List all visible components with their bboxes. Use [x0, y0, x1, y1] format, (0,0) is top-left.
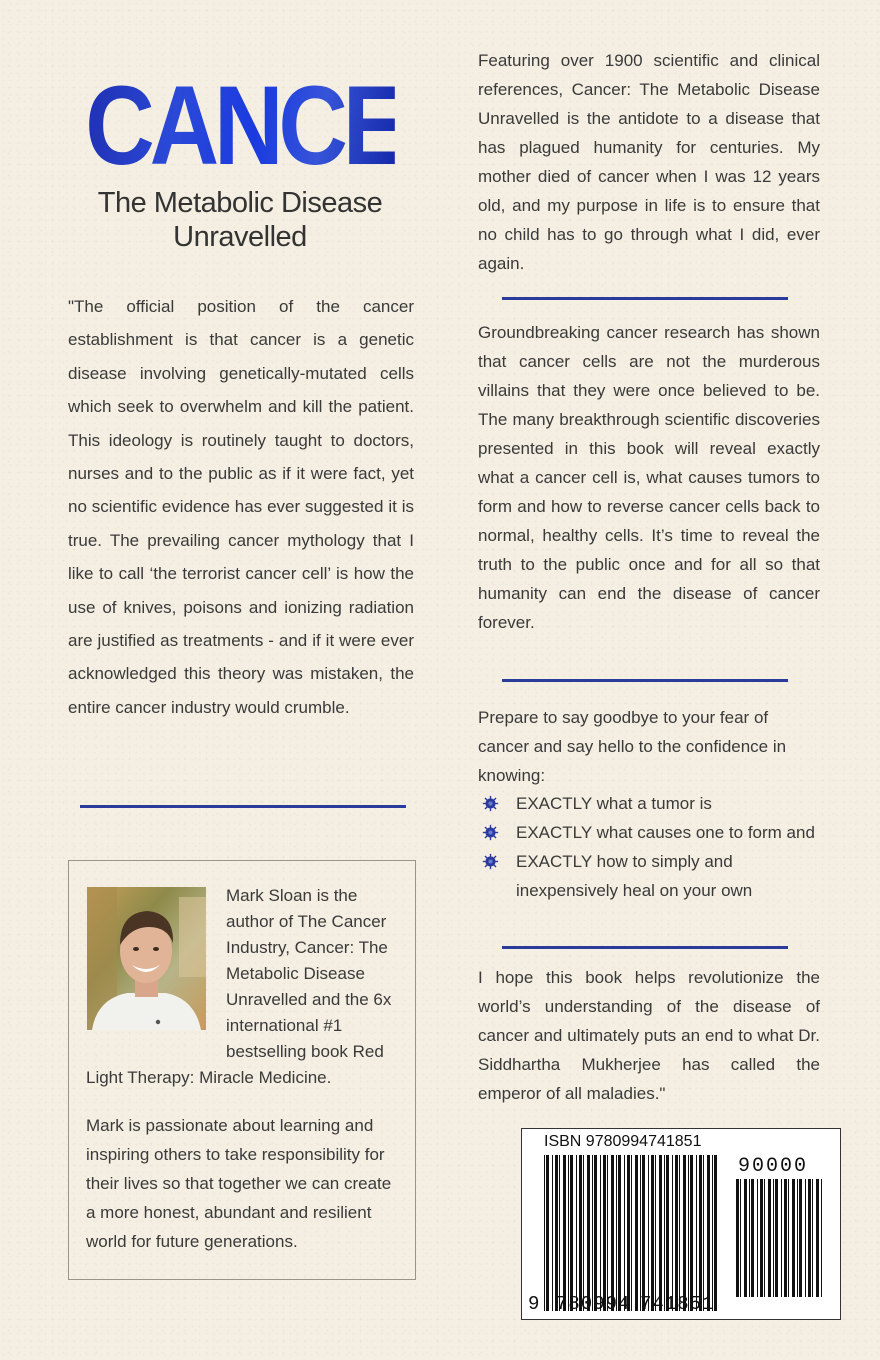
cell-bullet-icon	[482, 853, 499, 870]
isbn-label: ISBN 9780994741851	[544, 1133, 702, 1150]
isbn-barcode	[521, 1128, 841, 1320]
author-bio-text-1: Mark Sloan is the author of The Cancer Industry, Cancer: The Metabolic Disease Unravelled and the 6x international #1 bestselling book Red Light Therapy: Miracle Medicine.	[86, 886, 392, 1087]
right-paragraph-3: Prepare to say goodbye to your fear of cancer and say hello to the confidence in knowing:	[478, 708, 787, 785]
book-title: CANCER	[85, 63, 467, 188]
cell-bullet-icon	[482, 795, 499, 812]
right-paragraph-4: I hope this book helps revolutionize the world’s understanding of the disease of cancer and ultimately puts an end to what Dr. Siddhartha Mukherjee has called the emperor of all maladies."	[478, 968, 820, 1103]
barcode-digits-left: 780994	[556, 1293, 631, 1315]
author-bio-paragraph-1	[86, 883, 404, 1091]
author-box	[68, 860, 416, 1280]
list-item-text: EXACTLY what a tumor is	[516, 794, 712, 813]
divider-right-3	[502, 946, 788, 949]
benefit-list	[478, 789, 820, 905]
list-item	[478, 847, 820, 905]
list-item-text: EXACTLY how to simply and inexpensively heal on your own	[516, 852, 753, 900]
book-subtitle	[60, 186, 420, 254]
divider-left	[80, 805, 406, 808]
quote-paragraph: "The official position of the cancer establishment is that cancer is a genetic disease involving genetically-mutated cells which seek to overwhelm and kill the patient. This ideology is routinely taught to doctors, nurses and to the public as if it were fact, yet no scientific evidence has ever suggested it is true. The prevailing cancer mythology that I like to call ‘the terrorist cancer cell’ is how the use of knives, poisons and ionizing radiation are justified as treatments - and if it were ever acknowledged this theory was mistaken, the entire cancer industry would crumble.	[68, 297, 414, 717]
list-item	[478, 818, 820, 847]
cell-bullet-icon	[482, 824, 499, 841]
divider-right-1	[502, 297, 788, 300]
subtitle-line-2: Unravelled	[173, 221, 307, 253]
barcode-digit-first: 9	[528, 1293, 541, 1315]
barcode-addon-number: 90000	[738, 1155, 809, 1178]
right-paragraph-1: Featuring over 1900 scientific and clinical references, Cancer: The Metabolic Disease Unravelled is the antidote to a disease that has plagued humanity for centuries. My mother died of cancer when I was 12 years old, and my purpose in life is to ensure that no child has to go through what I did, ever again.	[478, 51, 820, 273]
list-item	[478, 789, 820, 818]
cover-title-block	[60, 63, 467, 254]
right-paragraph-2: Groundbreaking cancer research has shown that cancer cells are not the murderous villains that they were once believed to be. The many breakthrough scientific discoveries presented in this book will reveal exactly what a cancer cell is, what causes tumors to form and how to reverse cancer cells back to normal, healthy cells. It’s time to reveal the truth to the public once and for all so that humanity can end the disease of cancer forever.	[478, 323, 820, 632]
divider-right-2	[502, 679, 788, 682]
list-item-text: EXACTLY what causes one to form and	[516, 823, 815, 842]
subtitle-line-1: The Metabolic Disease	[97, 187, 383, 219]
barcode-digits-right: 741851	[640, 1293, 715, 1315]
author-bio-paragraph-2: Mark is passionate about learning and inspiring others to take responsibility for their lives so that together we can create a more honest, abundant and resilient world for future generations.	[86, 1116, 392, 1251]
